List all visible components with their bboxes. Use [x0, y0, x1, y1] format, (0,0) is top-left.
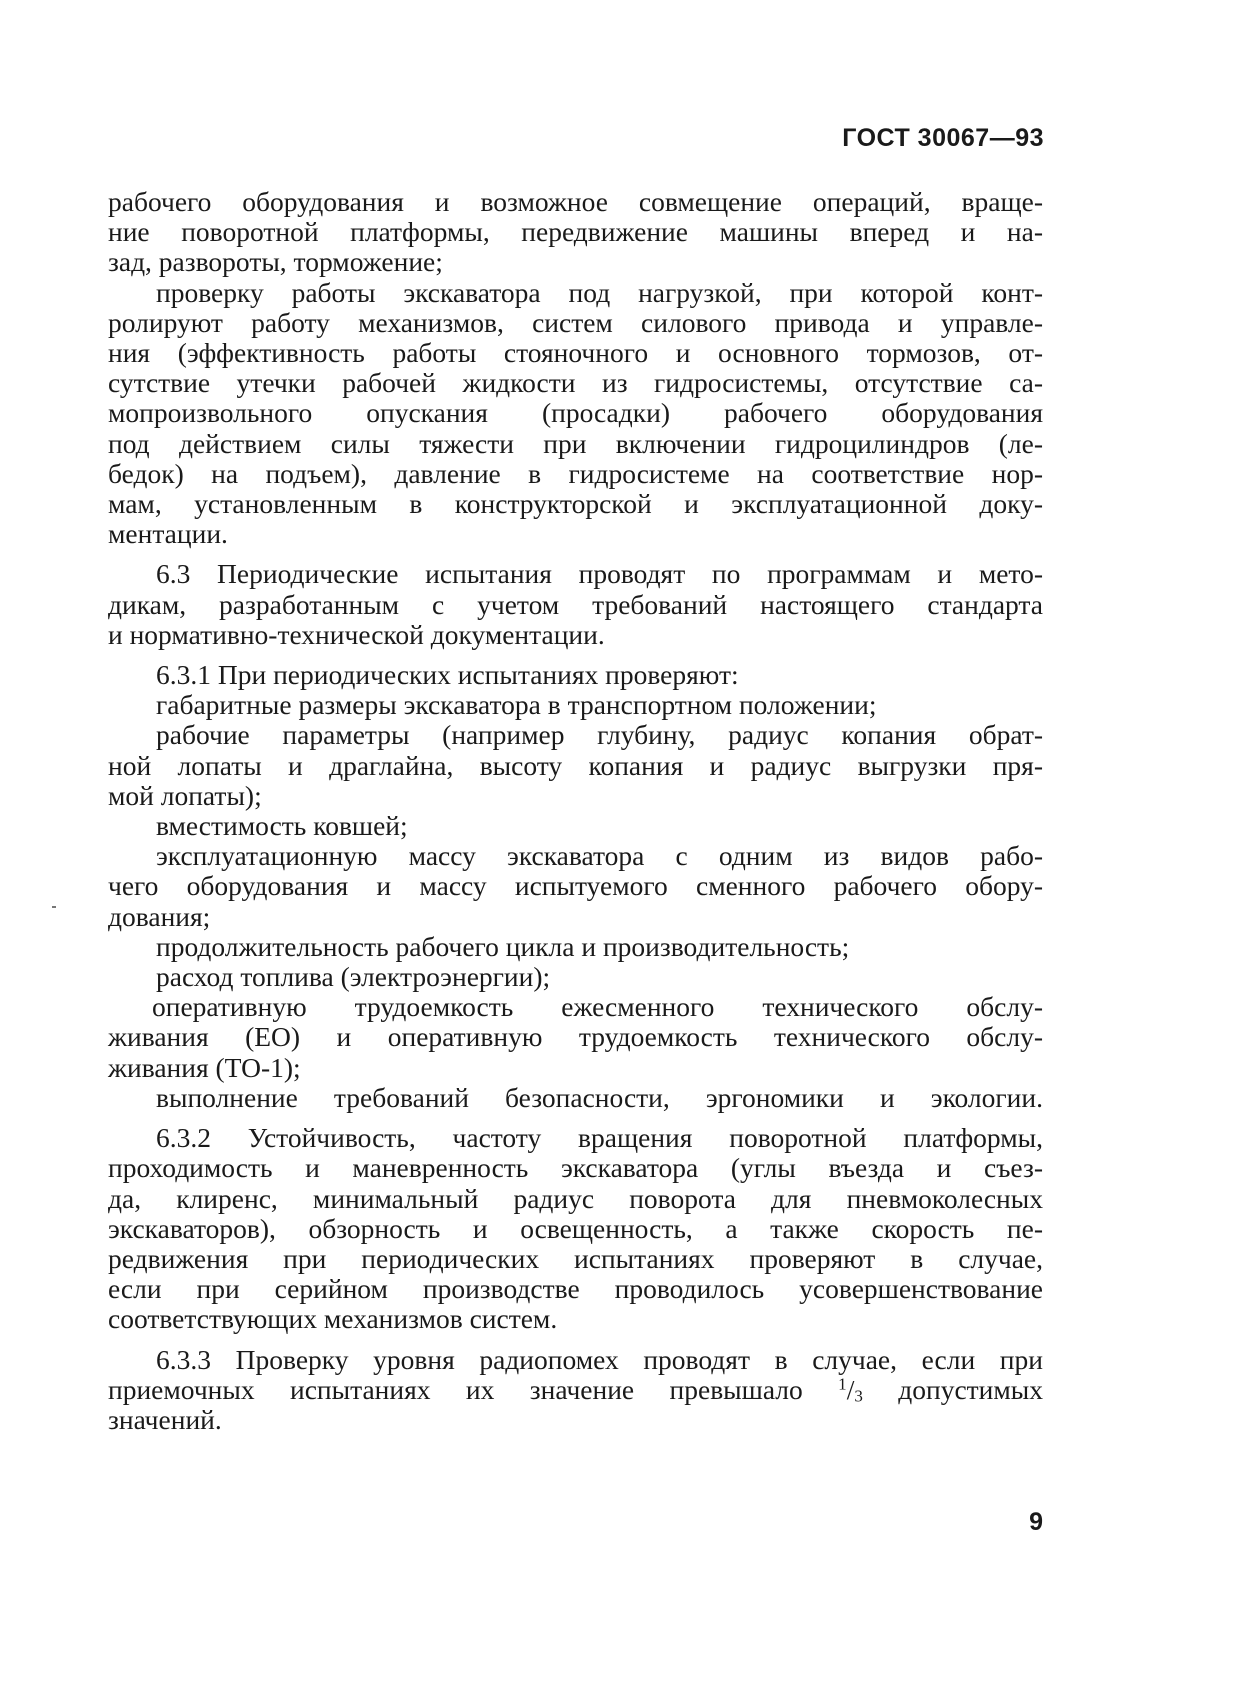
fraction-one-third: $^1/_3$	[838, 1373, 863, 1406]
text-line: ментации.	[108, 518, 228, 550]
scan-speck	[52, 906, 56, 908]
text-line: дования;	[108, 900, 211, 932]
text-line: да, клиренс, минимальный радиус поворота для пневмоколесных	[108, 1182, 1043, 1214]
text-line: эксплуатационную массу экскаватора с одним из видов рабо-	[156, 840, 1043, 872]
text-line: значений.	[108, 1403, 222, 1435]
text-line: живания (ТО-1);	[108, 1051, 301, 1083]
section-6-3-1-line: 6.3.1 При периодических испытаниях проверяют:	[156, 659, 739, 691]
text-line: габаритные размеры экскаватора в транспортном положении;	[156, 689, 877, 721]
page-number: 9	[1029, 1508, 1043, 1536]
text-line: выполнение требований безопасности, эргономики и экологии.	[156, 1081, 1043, 1113]
text-line: экскаваторов), обзорность и освещенность, а также скорость пе-	[108, 1212, 1043, 1244]
section-6-3-line: 6.3 Периодические испытания проводят по программам и мето-	[156, 558, 1043, 590]
text-line: мой лопаты);	[108, 779, 262, 811]
text-line: и нормативно-технической документации.	[108, 618, 605, 650]
text-line: если при серийном производстве проводилось усовершенствование	[108, 1273, 1043, 1305]
text-line: оперативную трудоемкость ежесменного технического обслу-	[152, 991, 1043, 1023]
section-6-3-3-line: 6.3.3 Проверку уровня радиопомех проводят в случае, если при	[156, 1343, 1043, 1375]
fraction-denominator: 3	[854, 1386, 863, 1406]
text-line: вместимость ковшей;	[156, 810, 408, 842]
document-header: ГОСТ 30067—93	[842, 124, 1044, 152]
text-line: проходимость и маневренность экскаватора (углы въезда и съез-	[108, 1152, 1043, 1184]
document-body	[108, 187, 1043, 1435]
text-line: дикам, разработанным с учетом требований настоящего стандарта	[108, 588, 1043, 620]
text-line: ролируют работу механизмов, систем силового привода и управле-	[108, 306, 1043, 338]
text-line: чего оборудования и массу испытуемого сменного рабочего обору-	[108, 870, 1043, 902]
text-line: ния (эффективность работы стояночного и основного тормозов, от-	[108, 337, 1043, 369]
text-line: мопроизвольного опускания (просадки) рабочего оборудования	[108, 397, 1043, 429]
text-line: мам, установленным в конструкторской и эксплуатационной доку-	[108, 488, 1043, 520]
text-line: продолжительность рабочего цикла и производительность;	[156, 930, 850, 962]
text-line: расход топлива (электроэнергии);	[156, 961, 551, 993]
text-line: сутствие утечки рабочей жидкости из гидросистемы, отсутствие са-	[108, 367, 1043, 399]
text-line: проверку работы экскаватора под нагрузкой, при которой конт-	[156, 276, 1043, 308]
section-6-3-2-line: 6.3.2 Устойчивость, частоту вращения поворотной платформы,	[156, 1122, 1043, 1154]
text-line: соответствующих механизмов систем.	[108, 1303, 558, 1335]
fraction-numerator: 1	[838, 1374, 847, 1394]
text-line: живания (ЕО) и оперативную трудоемкость технического обслу-	[108, 1021, 1043, 1053]
text-fragment: допустимых	[898, 1373, 1044, 1405]
text-line: рабочие параметры (например глубину, радиус копания обрат-	[156, 719, 1043, 751]
text-line: редвижения при периодических испытаниях проверяют в случае,	[108, 1242, 1043, 1274]
text-fragment: приемочных испытаниях их значение превышало	[108, 1373, 803, 1405]
text-line: рабочего оборудования и возможное совмещение операций, враще-	[108, 186, 1043, 217]
text-line-with-fraction	[108, 1375, 1043, 1405]
text-line: под действием силы тяжести при включении гидроцилиндров (ле-	[108, 427, 1043, 459]
text-line: зад, развороты, торможение;	[108, 246, 443, 278]
text-line: бедок) на подъем), давление в гидросистеме на соответствие нор-	[108, 457, 1043, 489]
text-line: ние поворотной платформы, передвижение машины вперед и на-	[108, 216, 1043, 248]
text-line: ной лопаты и драглайна, высоту копания и радиус выгрузки пря-	[108, 749, 1043, 781]
